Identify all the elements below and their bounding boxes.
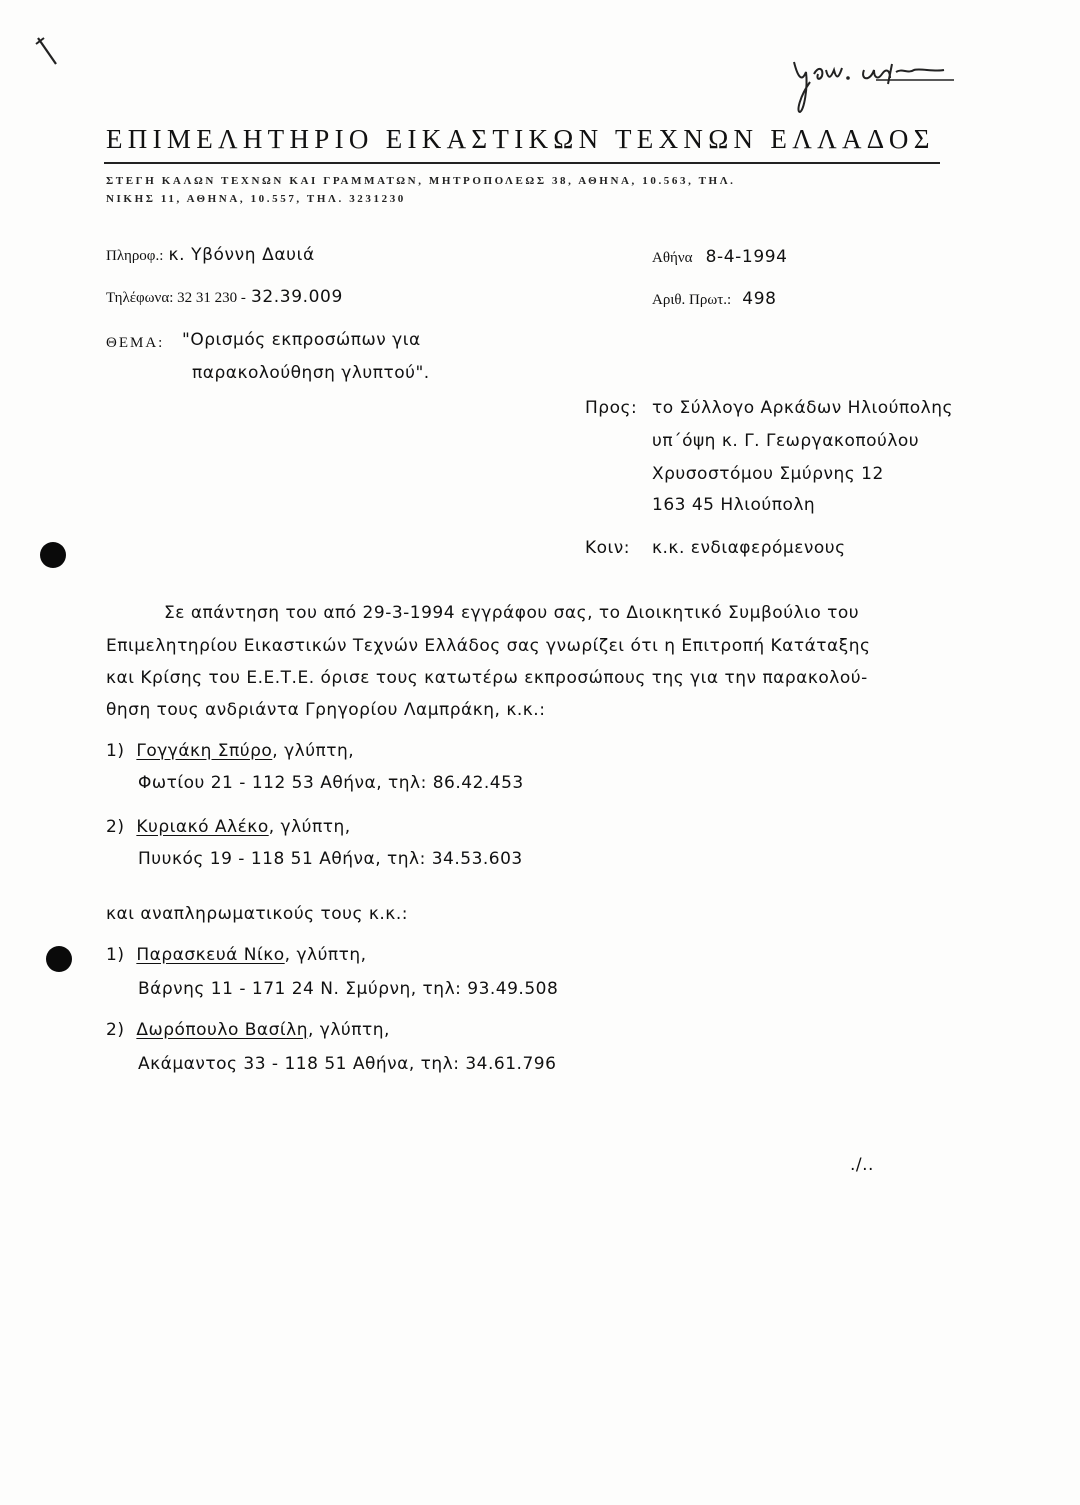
rep-2-address: Πυυκός 19 - 118 51 Αθήνα, τηλ: 34.53.603	[138, 849, 523, 869]
cc-label: Κοιν:	[585, 538, 631, 558]
protocol-label: Αριθ. Πρωτ.:	[652, 292, 732, 308]
rep-2-name: Κυριακό Αλέκο	[136, 817, 269, 837]
cc-value: κ.κ. ενδιαφερόμενους	[652, 538, 846, 558]
alt-1-name: Παρασκευά Νίκο	[136, 945, 285, 965]
contact-row	[106, 245, 315, 265]
punch-hole-top	[40, 542, 66, 568]
alt-2-role: , γλύπτη,	[307, 1020, 390, 1040]
phone-value: 32.39.009	[250, 287, 343, 307]
representative-1	[106, 741, 354, 761]
recipient-line-3: Χρυσοστόμου Σμύρνης 12	[652, 464, 884, 484]
subject-line-1: "Ορισμός εκπροσώπων για	[182, 330, 421, 350]
alt-1-role: , γλύπτη,	[284, 945, 367, 965]
body-line-3: και Κρίσης του Ε.Ε.Τ.Ε. όρισε τους κατωτέρω εκπροσώπους της για την παρακολού-	[106, 668, 868, 688]
contact-label: Πληροφ.:	[106, 248, 164, 264]
address-line-1: ΣΤΕΓΗ ΚΑΛΩΝ ΤΕΧΝΩΝ ΚΑΙ ΓΡΑΜΜΑΤΩΝ, ΜΗΤΡΟΠΟΛΕΩΣ 38, ΑΘΗΝΑ, 10.563, ΤΗΛ.	[106, 175, 736, 187]
date-label: Αθήνα	[652, 250, 693, 266]
phone-label: Τηλέφωνα: 32 31 230 -	[106, 290, 246, 306]
alternate-1	[106, 945, 367, 965]
body-line-1: Σε απάντηση του από 29-3-1994 εγγράφου σας, το Διοικητικό Συμβούλιο του	[164, 603, 860, 623]
organization-title: ΕΠΙΜΕΛΗΤΗΡΙΟ ΕΙΚΑΣΤΙΚΩΝ ΤΕΧΝΩΝ ΕΛΛΑΔΟΣ	[106, 124, 935, 154]
subject-label: ΘΕΜΑ:	[106, 335, 165, 351]
punch-hole-bottom	[46, 946, 72, 972]
alt-2-name: Δωρόπουλο Βασίλη	[136, 1020, 308, 1040]
rep-1-name: Γογγάκη Σπύρο	[136, 741, 273, 761]
alt-1-address: Βάρνης 11 - 171 24 Ν. Σμύρνη, τηλ: 93.49.508	[138, 979, 559, 999]
letterhead-divider	[104, 162, 940, 164]
alternates-intro: και αναπληρωματικούς τους κ.κ.:	[106, 904, 408, 924]
rep-1-num: 1)	[106, 741, 125, 761]
rep-1-role: , γλύπτη,	[272, 741, 355, 761]
protocol-row	[652, 289, 777, 309]
handwritten-note-signature	[784, 40, 974, 120]
phone-row	[106, 287, 343, 307]
recipient-line-1: το Σύλλογο Αρκάδων Ηλιούπολης	[652, 398, 953, 418]
body-line-2: Επιμελητηρίου Εικαστικών Τεχνών Ελλάδος σας γνωρίζει ότι η Επιτροπή Κατάταξης	[106, 636, 871, 656]
body-line-4: θηση τους ανδριάντα Γρηγορίου Λαμπράκη, κ.κ.:	[106, 700, 546, 720]
alternate-2	[106, 1020, 390, 1040]
recipient-label: Προς:	[585, 398, 638, 418]
subject-line-2: παρακολούθηση γλυπτού".	[192, 363, 430, 383]
rep-2-role: , γλύπτη,	[268, 817, 351, 837]
rep-1-address: Φωτίου 21 - 112 53 Αθήνα, τηλ: 86.42.453	[138, 773, 524, 793]
representative-2	[106, 817, 351, 837]
alt-2-num: 2)	[106, 1020, 125, 1040]
alt-2-address: Ακάμαντος 33 - 118 51 Αθήνα, τηλ: 34.61.796	[138, 1054, 557, 1074]
recipient-line-4: 163 45 Ηλιούπολη	[652, 495, 816, 515]
address-line-2: ΝΙΚΗΣ 11, ΑΘΗΝΑ, 10.557, ΤΗΛ. 3231230	[106, 193, 406, 205]
recipient-line-2: υπ΄όψη κ. Γ. Γεωργακοπούλου	[652, 431, 920, 451]
date-row	[652, 247, 788, 267]
rep-2-num: 2)	[106, 817, 125, 837]
alt-1-num: 1)	[106, 945, 125, 965]
staple-mark-icon	[34, 34, 64, 70]
date-value: 8-4-1994	[705, 247, 788, 267]
protocol-value: 498	[742, 289, 777, 309]
continuation-mark: ./..	[850, 1155, 874, 1175]
contact-value: κ. Υβόννη Δαυιά	[168, 245, 315, 265]
